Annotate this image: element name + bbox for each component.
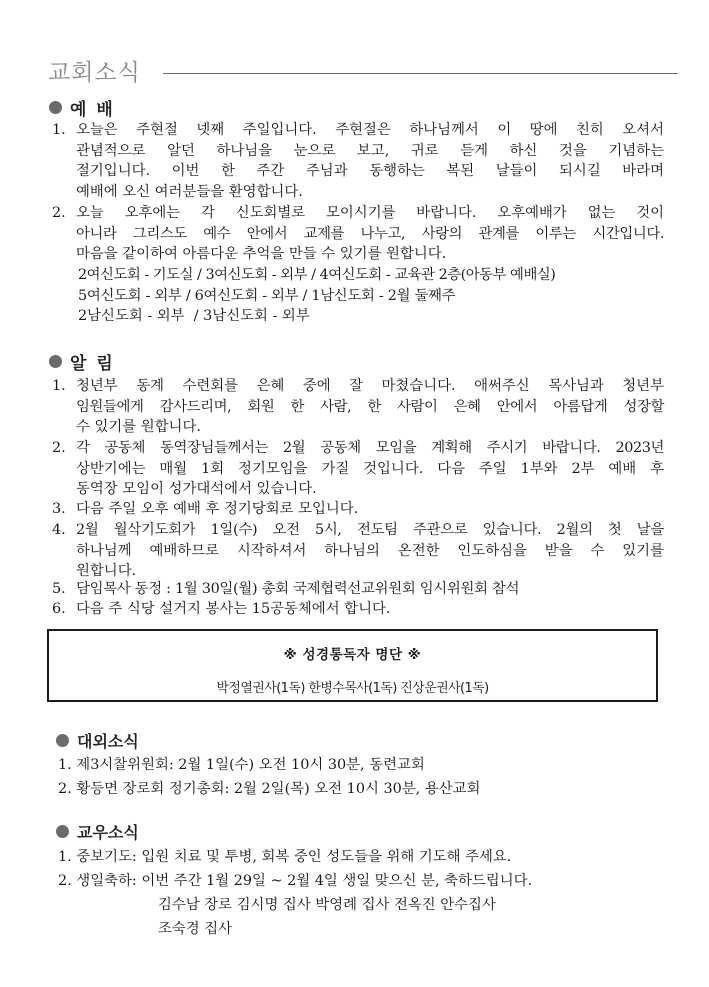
bullet-dot-icon — [56, 825, 69, 838]
text-line: 동역장 모임이 성가대석에서 있습니다. — [76, 481, 317, 497]
item-text — [76, 599, 664, 620]
notices-heading — [49, 349, 115, 374]
page-header — [48, 52, 678, 88]
text-line: 다음 주 식당 설거지 봉사는 15공동체에서 합니다. — [76, 601, 391, 617]
text-line: 오늘 오후에는 각 신도회별로 모이시기를 바랍니다. 오후예배가 없는 것이 — [76, 205, 664, 221]
text-line: 마음을 같이하여 아름다운 추억을 만들 수 있기를 원합니다. — [76, 246, 447, 262]
item-text — [76, 376, 664, 438]
notice-item-2 — [52, 438, 664, 500]
item-number: 2. — [52, 440, 66, 456]
group-line-1: 2여신도회 - 기도실 / 3여신도회 - 외부 / 4여신도회 - 교육관 2층(아동부 예배실) — [78, 267, 556, 283]
bullet-dot-icon — [56, 734, 69, 747]
notice-item-3 — [52, 499, 664, 520]
external-heading — [56, 729, 139, 752]
text-line: 원합니다. — [76, 563, 137, 579]
group-line-3: 2남신도회 - 외부 / 3남신도회 - 외부 — [78, 308, 310, 324]
text-line: 예배에 오신 여러분들을 환영합니다. — [76, 183, 303, 200]
text-line: 2월 월삭기도회가 1일(수) 오전 5시, 전도팀 주관으로 있습니다. 2월의 첫 날을 — [76, 522, 664, 538]
members-heading — [56, 820, 139, 843]
text-line: 담임목사 동정 : 1월 30일(월) 총회 국제협력선교위원회 임시위원회 참석 — [76, 581, 520, 597]
item-text — [76, 120, 664, 202]
item-number: 1. — [52, 122, 66, 138]
item-text — [76, 499, 664, 520]
external-item-2: 2. 황등면 장로회 정기총회: 2월 2일(목) 오전 10시 30분, 용산교회 — [58, 781, 481, 797]
text-line: 아니라 그리스도 예수 안에서 교제를 나누고, 사랑의 관계를 이루는 시간입니다. — [76, 225, 664, 242]
item-text — [76, 579, 664, 600]
item-number: 2. — [52, 205, 66, 221]
text-line: 임원들에게 감사드리며, 회원 한 사람, 한 사람이 은혜 안에서 아름답게 성장할 — [76, 398, 664, 415]
members-item-1: 1. 중보기도: 입원 치료 및 투병, 회복 중인 성도들을 위해 기도해 주세요. — [58, 849, 512, 865]
item-number: 5. — [52, 581, 66, 597]
notice-item-5 — [52, 579, 664, 600]
birthday-names-line-2: 조숙경 집사 — [158, 921, 233, 937]
item-text — [76, 203, 664, 265]
notices-heading-text: 알 림 — [70, 354, 115, 374]
bullet-dot-icon — [49, 355, 62, 368]
text-line: 절기입니다. 이번 한 주간 주님과 동행하는 복된 날들이 되시길 바라며 — [76, 163, 664, 179]
item-number: 6. — [52, 601, 66, 617]
worship-heading-text: 예 배 — [70, 100, 115, 120]
item-text — [76, 438, 664, 500]
worship-item-2 — [52, 203, 664, 265]
external-heading-text: 대외소식 — [77, 732, 139, 751]
bible-readers-box — [47, 629, 658, 702]
members-heading-text: 교우소식 — [77, 823, 139, 842]
page-title: 교회소식 — [48, 59, 141, 86]
notice-item-1 — [52, 376, 664, 438]
external-item-1: 1. 제3시찰위원회: 2월 1일(수) 오전 10시 30분, 동련교회 — [58, 757, 425, 773]
title-divider — [163, 73, 678, 74]
text-line: 상반기에는 매월 1회 정기모임을 가질 것입니다. 다음 주일 1부와 2부 예배 후 — [76, 460, 664, 477]
worship-item-1 — [52, 120, 664, 202]
text-line: 수 있기를 원합니다. — [76, 419, 201, 435]
worship-heading — [49, 95, 115, 120]
text-line: 청년부 동계 수련회를 은혜 중에 잘 마쳤습니다. 애써주신 목사님과 청년부 — [76, 378, 664, 394]
members-item-2: 2. 생일축하: 이번 주간 1월 29일 ~ 2월 4일 생일 맞으신 분, 축하드립니다. — [58, 873, 533, 889]
item-text — [76, 520, 664, 582]
text-line: 하나님께 예배하므로 시작하셔서 하나님의 온전한 인도하심을 받을 수 있기를 — [76, 542, 664, 559]
text-line: 오늘은 주현절 넷째 주일입니다. 주현절은 하나님께서 이 땅에 친히 오셔서 — [76, 122, 664, 138]
bullet-dot-icon — [49, 101, 62, 114]
bible-readers-names: 박정열권사(1독) 한병수목사(1독) 진상운권사(1독) — [216, 681, 489, 696]
text-line: 다음 주일 오후 예배 후 정기당회로 모입니다. — [76, 501, 359, 517]
text-line: 관념적으로 알던 하나님을 눈으로 보고, 귀로 듣게 하신 것을 기념하는 — [76, 142, 664, 159]
item-number: 1. — [52, 378, 66, 394]
notice-item-4 — [52, 520, 664, 582]
item-number: 4. — [52, 522, 66, 538]
bible-readers-title: ※ 성경통독자 명단 ※ — [283, 647, 422, 663]
item-number: 3. — [52, 501, 66, 517]
text-line: 각 공동체 동역장님들께서는 2월 공동체 모임을 계획해 주시기 바랍니다. 2023년 — [76, 440, 664, 456]
birthday-names-line-1: 김수남 장로 김시명 집사 박영례 집사 전옥진 안수집사 — [158, 897, 496, 913]
notice-item-6 — [52, 599, 664, 620]
group-line-2: 5여신도회 - 외부 / 6여신도회 - 외부 / 1남신도회 - 2월 둘째주 — [78, 288, 456, 304]
